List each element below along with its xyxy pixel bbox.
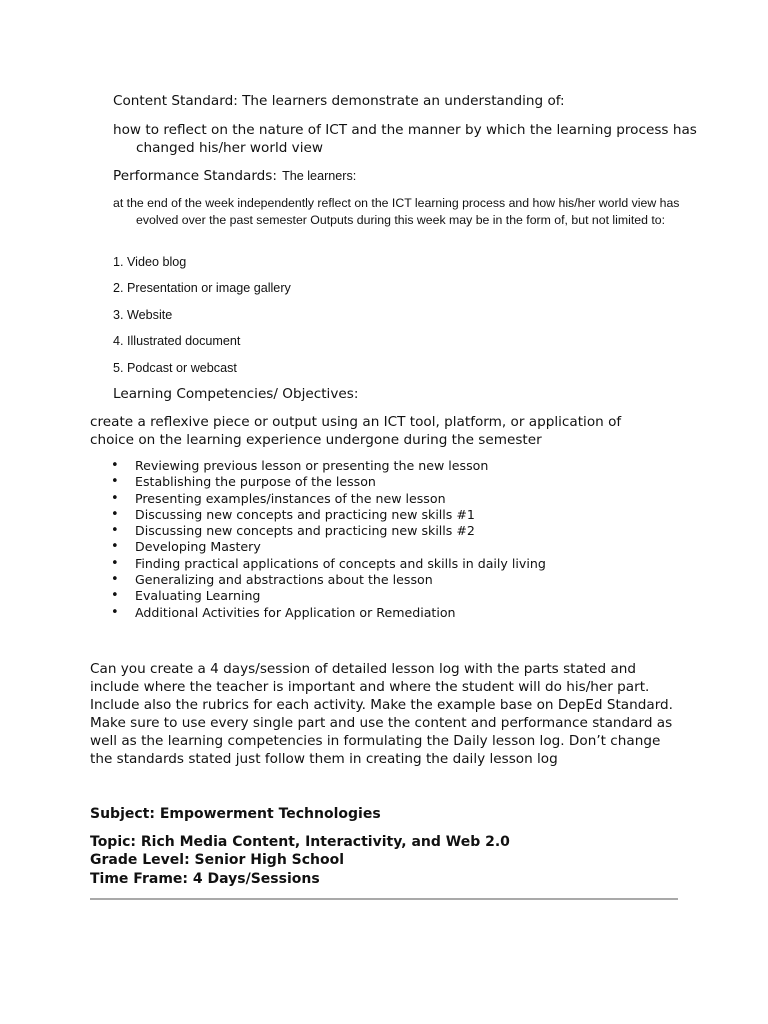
list-item xyxy=(90,572,690,588)
bullet-icon: • xyxy=(111,490,119,506)
list-item xyxy=(90,474,690,490)
list-item-label: Additional Activities for Application or Remediation xyxy=(135,604,456,620)
performance-standard-heading: Performance Standards: xyxy=(113,168,277,184)
grade-level-line: Grade Level: Senior High School xyxy=(90,852,345,868)
output-item: 1. Video blog xyxy=(113,255,187,269)
performance-standard-heading-line xyxy=(113,166,713,185)
output-item: 2. Presentation or image gallery xyxy=(113,281,291,295)
list-item-label: Reviewing previous lesson or presenting the new lesson xyxy=(135,458,489,473)
horizontal-rule xyxy=(90,898,678,900)
list-item-label: Discussing new concepts and practicing new skills #1 xyxy=(135,506,475,522)
bullet-icon: • xyxy=(111,588,119,604)
content-standard-text: how to reflect on the nature of ICT and the manner by which the learning process has changed his/her world view xyxy=(113,122,697,156)
list-item-label: Developing Mastery xyxy=(135,539,261,555)
bullet-icon: • xyxy=(111,523,119,539)
content-standard-heading: Content Standard: The learners demonstrate an understanding of: xyxy=(113,93,565,109)
performance-standard-text: at the end of the week independently reflect on the ICT learning process and how his/her world view has evolved over the past semester Outputs during this week may be in the form of, but not limited to: xyxy=(113,196,680,227)
bullet-icon: • xyxy=(111,572,119,588)
output-item: 4. Illustrated document xyxy=(113,334,241,348)
bullet-icon: • xyxy=(111,539,119,555)
learning-competencies-text: create a reflexive piece or output using an ICT tool, platform, or application of choice on the learning experience undergone during the semester xyxy=(90,414,622,448)
request-paragraph: Can you create a 4 days/session of detailed lesson log with the parts stated and include where the teacher is important and where the student will do his/her part. Include also the rubrics for each activity. Make the example base on DepEd Standard. Make sure to use every single part and use the content and performance standard as well as the learning competencies in formulating the Daily lesson log. Don’t change the standards stated just follow them in creating the daily lesson log xyxy=(90,661,673,767)
list-item xyxy=(90,539,690,555)
list-item xyxy=(90,588,690,604)
performance-standard-lead: The learners: xyxy=(282,169,357,183)
list-item xyxy=(90,556,690,572)
learning-competencies-heading: Learning Competencies/ Objectives: xyxy=(113,386,359,402)
list-item-label: Discussing new concepts and practicing new skills #2 xyxy=(135,523,475,539)
list-item-label: Establishing the purpose of the lesson xyxy=(135,474,376,490)
topic-line: Topic: Rich Media Content, Interactivity, and Web 2.0 xyxy=(90,834,510,850)
list-item xyxy=(90,458,690,474)
bullet-icon: • xyxy=(111,458,119,473)
list-item xyxy=(90,605,690,621)
bullet-icon: • xyxy=(111,474,119,490)
list-item-label: Generalizing and abstractions about the lesson xyxy=(135,572,433,588)
bullet-icon: • xyxy=(111,555,119,571)
time-frame-line: Time Frame: 4 Days/Sessions xyxy=(90,871,320,887)
list-item xyxy=(90,491,690,507)
list-item-label: Finding practical applications of concepts and skills in daily living xyxy=(135,555,546,571)
subject-line: Subject: Empowerment Technologies xyxy=(90,806,381,822)
bullet-icon: • xyxy=(111,506,119,522)
list-item-label: Evaluating Learning xyxy=(135,588,261,604)
output-item: 3. Website xyxy=(113,308,173,322)
bullet-icon: • xyxy=(111,604,119,620)
list-item xyxy=(90,523,690,539)
lesson-parts-list xyxy=(90,458,690,621)
list-item xyxy=(90,507,690,523)
list-item-label: Presenting examples/instances of the new lesson xyxy=(135,490,446,506)
output-item: 5. Podcast or webcast xyxy=(113,361,237,375)
